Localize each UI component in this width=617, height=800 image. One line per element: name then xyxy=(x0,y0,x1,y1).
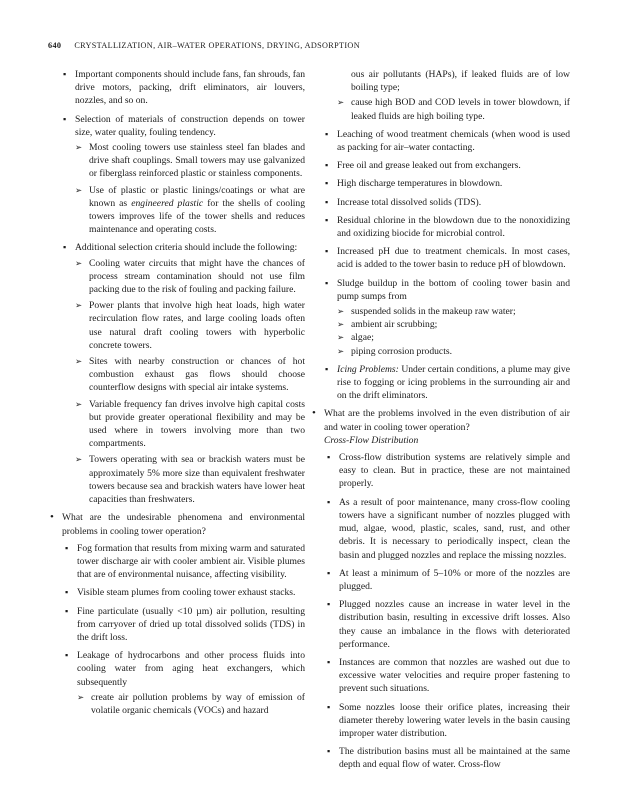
list-item-text: Leakage of hydrocarbons and other process fluids into cooling water from aging heat exchangers, which subsequently xyxy=(77,650,305,688)
list-item-text: Some nozzles loose their orifice plates, increasing their diameter thereby lowering water levels in the basin causing improper water distribution. xyxy=(339,701,570,739)
list-item-text: Free oil and grease leaked out from exchangers. xyxy=(337,160,521,172)
list-item-text: At least a minimum of 5–10% or more of the nozzles are plugged. xyxy=(339,567,570,592)
list-item xyxy=(62,605,305,645)
list-item xyxy=(322,128,570,154)
emphasis-term: engineered plastic xyxy=(131,197,204,209)
list-item xyxy=(324,701,570,741)
sub-item-text: suspended solids in the makeup raw water; xyxy=(351,306,516,318)
running-title: CRYSTALLIZATION, AIR–WATER OPERATIONS, DRYING, ADSORPTION xyxy=(74,41,360,50)
sub-list-item xyxy=(337,331,570,344)
sub-item-text: for the shells of cooling towers improves life of the tower shells and reduces maintenance and operating costs. xyxy=(89,197,305,236)
question-text: What are the problems involved in the even distribution of air and water in cooling tower operation? xyxy=(324,408,570,433)
list-item-text: Increase total dissolved solids (TDS). xyxy=(337,196,482,208)
sub-item-text: create air pollution problems by way of emission of volatile organic chemicals (VOCs) and hazard xyxy=(91,691,305,716)
list-item-text: Fine particulate (usually <10 µm) air pollution, resulting from carryover of dried up total dissolved solids (TDS) in the drift loss. xyxy=(77,605,305,643)
right-column xyxy=(322,68,570,777)
sub-list xyxy=(75,257,305,507)
list-item-text: Instances are common that nozzles are washed out due to excessive water velocities and require proper fastening to prevent such situations. xyxy=(339,656,570,695)
list-item-text: Cross-flow distribution systems are relatively simple and easy to clean. But in practice, these are not maintained properly. xyxy=(339,452,570,490)
list-item xyxy=(324,656,570,696)
list-item-text: Important components should include fans, fan shrouds, fan drive motors, packing, drift eliminators, air louvers, nozzles, and so on. xyxy=(75,69,305,107)
list-item-text: High discharge temperatures in blowdown. xyxy=(337,178,503,190)
list-item-text: The distribution basins must all be maintained at the same depth and equal flow of water. Cross-flow xyxy=(339,746,570,771)
list-item xyxy=(60,68,305,108)
list-item-text: As a result of poor maintenance, many cross-flow cooling towers have a significant number of nozzles plugged with mud, algae, wood, plastic, scales, sand, rust, and other debris. It is necessary to periodically inspect, clean the basin and plugged nozzles and replace the missing nozzles. xyxy=(339,496,570,561)
list-item xyxy=(322,245,570,271)
list-item xyxy=(62,542,305,582)
bullet-list xyxy=(322,128,570,403)
sub-list-item xyxy=(337,318,570,331)
sub-list-item xyxy=(75,355,305,395)
sub-list-item xyxy=(75,184,305,237)
list-item xyxy=(324,496,570,562)
continued-text: ous air pollutants (HAPs), if leaked fluids are of low boiling type; xyxy=(351,69,570,94)
left-column xyxy=(60,68,305,722)
list-item xyxy=(322,159,570,172)
running-header xyxy=(48,41,588,51)
sub-list-item xyxy=(75,257,305,297)
list-item xyxy=(322,214,570,240)
sub-list-item xyxy=(337,305,570,318)
sub-item-text: Use of plastic or plastic linings/coatings or what are known as xyxy=(89,184,305,209)
sub-item-text: Variable frequency fan drives involve high capital costs but provide greater operational flexibility and may be used where in towers involving more than two compartments. xyxy=(89,398,305,450)
bullet-list xyxy=(62,542,305,717)
list-item xyxy=(324,567,570,593)
list-item-text: Under certain conditions, a plume may give rise to fogging or icing problems in the surrounding air and on the drift eliminators. xyxy=(337,363,570,402)
list-item-text: Increased pH due to treatment chemicals. In most cases, acid is added to the tower basin to reduce pH of blowdown. xyxy=(337,246,570,271)
sub-list-item xyxy=(77,691,305,717)
list-item xyxy=(322,196,570,209)
list-item-text: Visible steam plumes from cooling tower exhaust stacks. xyxy=(77,587,296,599)
question-item xyxy=(48,511,305,717)
list-item xyxy=(60,113,305,237)
question-text: What are the undesirable phenomena and environmental problems in cooling tower operation? xyxy=(62,512,305,537)
emphasis-term: Icing Problems: xyxy=(337,363,399,375)
list-item-text: Fog formation that results from mixing warm and saturated tower discharge air with cooler ambient air. Visible plumes that are of environmental nuisance, affecting visibility. xyxy=(77,542,305,581)
list-item xyxy=(324,451,570,491)
list-item-text: Sludge buildup in the bottom of cooling tower basin and pump sumps from xyxy=(337,277,570,302)
sub-list-item xyxy=(337,96,570,122)
list-item-text: Selection of materials of construction depends on tower size, water quality, fouling tendency. xyxy=(75,113,305,138)
sub-list-item xyxy=(75,141,305,181)
sub-list xyxy=(322,96,570,122)
sub-item-text: cause high BOD and COD levels in tower blowdown, if leaked fluids are high boiling type. xyxy=(351,97,570,122)
sub-item-text: piping corrosion products. xyxy=(351,345,452,357)
list-item xyxy=(322,277,570,358)
question-item xyxy=(310,407,570,771)
list-item xyxy=(322,363,570,403)
list-item xyxy=(324,598,570,651)
sub-item-text: Power plants that involve high heat loads, high water recirculation flow rates, and large cooling loads often use natural draft cooling towers with hyperbolic concrete towers. xyxy=(89,300,305,351)
list-item xyxy=(62,586,305,599)
sub-list xyxy=(75,141,305,236)
sub-item-text: Towers operating with sea or brackish waters must be approximately 5% more size than equivalent freshwater towers because sea and brackish waters have lower heat capacities than freshwaters. xyxy=(89,454,305,506)
sub-item-text: Sites with nearby construction or chances of hot combustion exhaust gas flows should choose counterflow designs with special air intake systems. xyxy=(89,356,305,394)
list-item-text: Leaching of wood treatment chemicals (when wood is used as packing for air–water contacting. xyxy=(337,128,570,154)
sub-list-item xyxy=(75,453,305,506)
subheading: Cross-Flow Distribution xyxy=(324,434,419,446)
sub-list-item xyxy=(75,299,305,352)
sub-list xyxy=(337,305,570,358)
sub-list-item xyxy=(75,398,305,451)
list-item xyxy=(324,745,570,771)
bullet-list xyxy=(60,68,305,506)
bullet-list xyxy=(324,451,570,771)
list-item xyxy=(60,241,305,506)
sub-item-text: Cooling water circuits that might have the chances of process stream contamination should not use film packing due to the risk of fouling and packing failure. xyxy=(89,257,305,296)
list-item xyxy=(62,649,305,717)
sub-item-text: Most cooling towers use stainless steel fan blades and drive shaft couplings. Small towers may use galvanized or fiberglass reinforced plastic or stainless components. xyxy=(89,142,305,180)
list-item-text: Additional selection criteria should include the following: xyxy=(75,242,298,254)
list-item xyxy=(322,177,570,190)
sub-item-text: algae; xyxy=(351,332,374,344)
list-item-text: Residual chlorine in the blowdown due to the nonoxidizing and oxidizing biocide for microbial control. xyxy=(337,214,570,240)
page-number: 640 xyxy=(48,41,62,50)
sub-item-text: ambient air scrubbing; xyxy=(351,319,438,331)
sub-list xyxy=(77,691,305,717)
sub-list-item xyxy=(337,345,570,358)
list-item-text: Plugged nozzles cause an increase in water level in the distribution basin, resulting in excessive drift losses. Also they cause an imbalance in the flows with deteriorated performance. xyxy=(339,599,570,650)
